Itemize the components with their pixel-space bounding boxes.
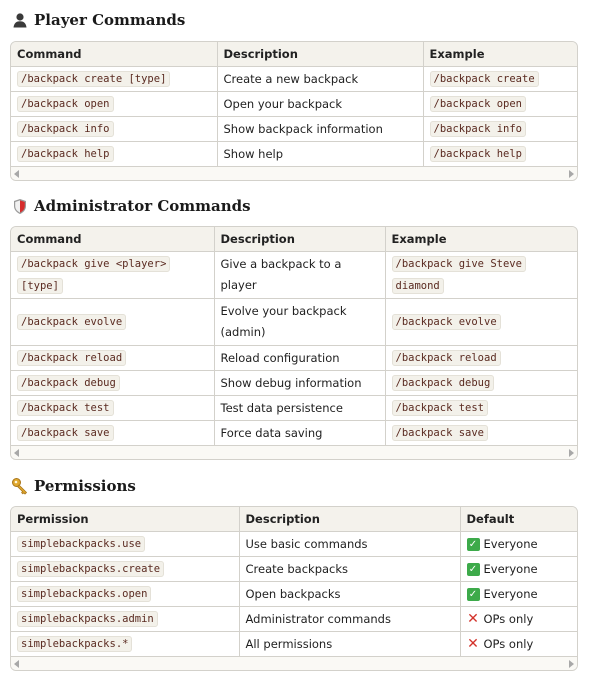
default-cell [460,582,577,607]
scroll-left-arrow-icon[interactable] [14,449,19,457]
scroll-left-arrow-icon[interactable] [14,660,19,668]
example-cell [423,92,577,117]
example-cell [385,371,577,396]
command-cell [11,67,217,92]
scroll-left-arrow-icon[interactable] [14,170,19,178]
example-cell [385,252,577,299]
column-header: Command [11,227,214,252]
command-cell [11,252,214,299]
description-cell: Create a new backpack [217,67,423,92]
column-header: Description [214,227,385,252]
permission-code: simplebackpacks.create [17,561,164,577]
default-cell [460,632,577,657]
description-cell: Administrator commands [239,607,460,632]
horizontal-scrollbar[interactable] [11,446,577,459]
table-row [11,346,577,371]
command-cell [11,142,217,167]
example-code: /backpack evolve [392,314,501,330]
description-cell: Evolve your backpack (admin) [214,299,385,346]
default-value: Everyone [483,562,538,576]
description-cell: Create backpacks [239,557,460,582]
example-cell [423,67,577,92]
horizontal-scrollbar[interactable] [11,657,577,670]
check-mark-icon: ✓ [467,538,480,551]
table-row [11,299,577,346]
command-cell [11,371,214,396]
cross-mark-icon: ✕ [467,610,479,627]
table-row [11,92,577,117]
player-commands-table [10,41,578,181]
column-header: Command [11,42,217,67]
command-code: /backpack save [17,425,114,441]
table-header-row [11,42,577,67]
player-commands-title: Player Commands [34,11,186,29]
command-code: /backpack give <player> [type] [17,256,170,294]
command-code: /backpack test [17,400,114,416]
permissions-heading [11,477,136,495]
example-cell [385,346,577,371]
player-commands-heading [11,11,185,29]
example-cell [385,421,577,446]
column-header: Description [239,507,460,532]
table-row [11,67,577,92]
permissions-table [10,506,578,671]
permission-code: simplebackpacks.open [17,586,151,602]
permission-cell [11,557,239,582]
permission-cell [11,632,239,657]
command-cell [11,92,217,117]
description-cell: All permissions [239,632,460,657]
default-value: OPs only [483,636,534,651]
example-code: /backpack open [430,96,527,112]
table-row [11,632,577,657]
description-cell: Open your backpack [217,92,423,117]
permission-cell [11,532,239,557]
default-value: Everyone [483,587,538,601]
admin-commands-heading [11,197,251,215]
table-row [11,142,577,167]
command-code: /backpack help [17,146,114,162]
bust-silhouette-icon [11,11,29,29]
column-header: Default [460,507,577,532]
cross-mark-icon: ✕ [467,635,479,652]
permission-code: simplebackpacks.* [17,636,132,652]
check-mark-icon: ✓ [467,563,480,576]
description-cell: Show help [217,142,423,167]
table-row [11,532,577,557]
column-header: Description [217,42,423,67]
table-row [11,371,577,396]
example-code: /backpack reload [392,350,501,366]
default-cell [460,557,577,582]
command-cell [11,396,214,421]
command-code: /backpack info [17,121,114,137]
command-code: /backpack create [type] [17,71,170,87]
example-code: /backpack create [430,71,539,87]
key-icon [11,477,29,495]
table-header-row [11,507,577,532]
permission-code: simplebackpacks.use [17,536,145,552]
permission-cell [11,582,239,607]
description-cell: Use basic commands [239,532,460,557]
scroll-right-arrow-icon[interactable] [569,170,574,178]
command-cell [11,117,217,142]
example-cell [385,396,577,421]
table-row [11,421,577,446]
column-header: Example [385,227,577,252]
table-row [11,607,577,632]
check-mark-icon: ✓ [467,588,480,601]
description-cell: Open backpacks [239,582,460,607]
shield-icon [11,197,29,215]
example-cell [423,142,577,167]
example-code: /backpack help [430,146,527,162]
description-cell: Test data persistence [214,396,385,421]
table-header-row [11,227,577,252]
horizontal-scrollbar[interactable] [11,167,577,180]
scroll-right-arrow-icon[interactable] [569,449,574,457]
table-row [11,396,577,421]
example-code: /backpack info [430,121,527,137]
scroll-right-arrow-icon[interactable] [569,660,574,668]
permission-code: simplebackpacks.admin [17,611,158,627]
table-row [11,557,577,582]
default-cell [460,532,577,557]
command-code: /backpack reload [17,350,126,366]
command-code: /backpack debug [17,375,120,391]
example-code: /backpack test [392,400,489,416]
default-value: OPs only [483,611,534,626]
description-cell: Show debug information [214,371,385,396]
command-code: /backpack evolve [17,314,126,330]
description-cell: Force data saving [214,421,385,446]
example-code: /backpack save [392,425,489,441]
command-code: /backpack open [17,96,114,112]
admin-commands-table [10,226,578,460]
permission-cell [11,607,239,632]
example-code: /backpack debug [392,375,495,391]
column-header: Example [423,42,577,67]
command-cell [11,421,214,446]
permissions-title: Permissions [34,477,136,495]
example-code: /backpack give Steve diamond [392,256,526,294]
table-row [11,117,577,142]
table-row [11,582,577,607]
example-cell [423,117,577,142]
description-cell: Reload configuration [214,346,385,371]
command-cell [11,346,214,371]
table-row [11,252,577,299]
example-cell [385,299,577,346]
admin-commands-title: Administrator Commands [34,197,251,215]
command-cell [11,299,214,346]
description-cell: Show backpack information [217,117,423,142]
default-value: Everyone [483,537,538,551]
default-cell [460,607,577,632]
description-cell: Give a backpack to a player [214,252,385,299]
column-header: Permission [11,507,239,532]
